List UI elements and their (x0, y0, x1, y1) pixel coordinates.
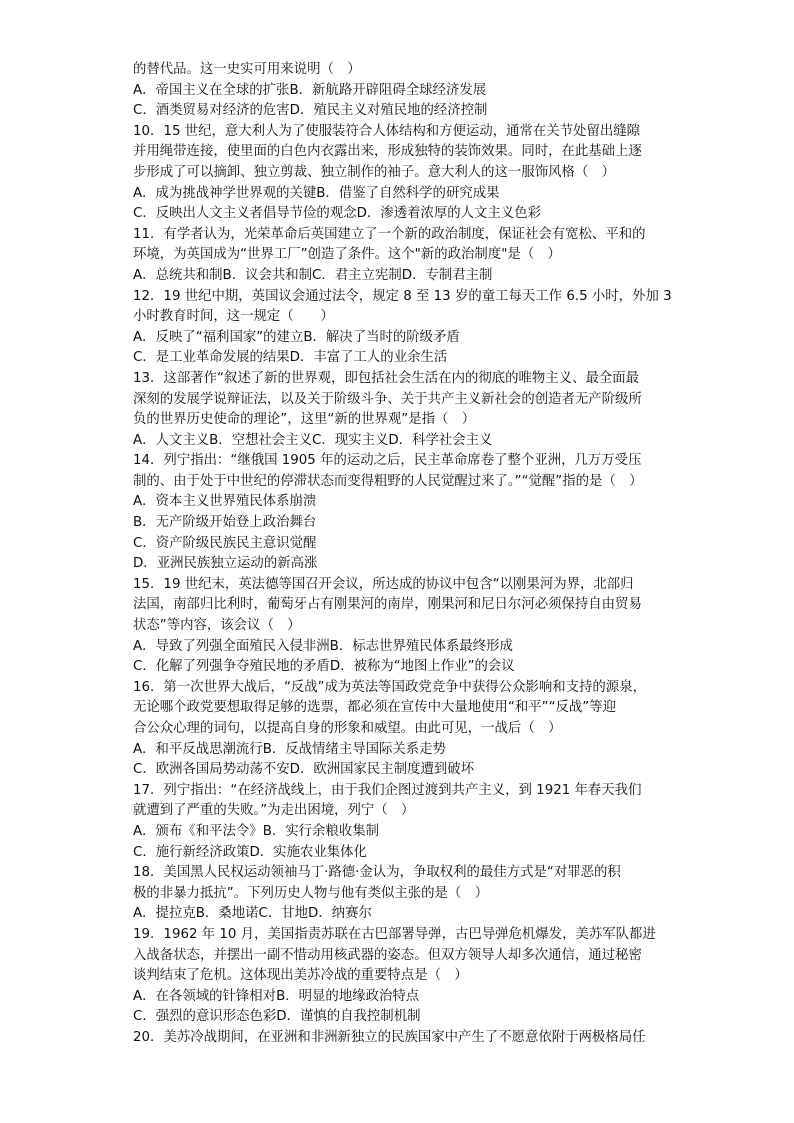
question-q12 (133, 287, 672, 369)
answer-option: B．借鉴了自然科学的研究成果 (316, 185, 500, 201)
option-row (133, 843, 663, 864)
option-row (133, 513, 663, 534)
question-stem-line: 负的世界历史使命的理论”，这里“新的世界观”是指（ ） (133, 412, 476, 428)
option-row (133, 760, 663, 781)
answer-option: B．空想社会主义 (209, 432, 313, 448)
answer-option: C．资产阶级民族民主意识觉醒 (133, 535, 317, 551)
question-stem-line: 合公众心理的词句，以提高自身的形象和威望。由此可见，一战后（ ） (133, 721, 562, 736)
answer-option: C．现实主义 (312, 432, 389, 448)
answer-option: A．导致了列强全面殖民入侵非洲 (133, 638, 330, 654)
question-q19 (133, 925, 663, 1028)
answer-option: C．是工业革命发展的结果 (133, 350, 290, 366)
answer-option: C．欧洲各国局势动荡不安 (133, 762, 290, 778)
answer-option: C．甘地 (258, 906, 309, 922)
question-stem-line: 环境，为英国成为“世界工厂”创造了条件。这个"新的政治制度"是（ ） (133, 247, 561, 263)
answer-option: C．反映出人文主义者倡导节俭的观念 (133, 206, 357, 222)
answer-option: D．欧洲国家民主制度遭到破坏 (289, 762, 475, 778)
question-q20-head (133, 1028, 663, 1049)
answer-option: D．谨慎的自我控制机制 (276, 1009, 421, 1025)
answer-option: B．新航路开辟阻碍全球经济发展 (289, 82, 487, 98)
question-q18 (133, 863, 663, 925)
question-stem-line: 11．有学者认为，光荣革命后英国建立了一个新的政治制度，保证社会有宽松、平和的 (133, 226, 646, 242)
question-stem-line: 入战备状态，并摆出一副不惜动用核武器的姿态。但双方领导人却多次通信，通过秘密 (133, 947, 642, 963)
question-stem-line: 深刻的发展学说辩证法，以及关于阶级斗争、关于共产主义新社会的创造者无产阶级所 (133, 391, 642, 407)
question-stem-line: 19．1962 年 10 月，美国指责苏联在古巴部署导弹，古巴导弹危机爆发，美苏军队都进 (133, 926, 656, 942)
answer-option: B．桑地诺 (195, 906, 259, 922)
question-q11 (133, 225, 663, 287)
answer-option: A．成为挑战神学世界观的关键 (133, 185, 317, 201)
answer-option: D．专制君主制 (401, 267, 493, 283)
answer-option: B．明显的地缘政治特点 (276, 988, 420, 1004)
question-q13 (133, 369, 663, 451)
question-stem-line: 14．列宁指出：“继俄国 1905 年的运动之后，民主革命席卷了整个亚洲，几万万受压 (133, 453, 642, 469)
option-row (133, 657, 663, 678)
answer-option: B．标志世界殖民体系最终形成 (329, 638, 513, 654)
question-stem-line: 极的非暴力抵抗”。下列历史人物与他有类似主张的是（ ） (133, 885, 489, 901)
question-stem-line: 20．美苏冷战期间，在亚洲和非洲新独立的民族国家中产生了不愿意依附于两极格局任 (133, 1029, 646, 1045)
question-stem-line: 法国，南部归比利时，葡萄牙占有刚果河的南岸，刚果河和尼日尔河必须保持自由贸易 (133, 597, 642, 613)
option-row (133, 266, 663, 287)
option-row (133, 431, 663, 452)
option-row (133, 987, 663, 1008)
answer-option: D．亚洲民族独立运动的新高涨 (133, 556, 318, 572)
answer-option: A．资本主义世界殖民体系崩溃 (133, 494, 317, 510)
question-stem-line: 17．列宁指出：“在经济战线上，由于我们企图过渡到共产主义，到 1921 年春天我们 (133, 782, 642, 798)
answer-option: D．科学社会主义 (388, 432, 493, 448)
option-row (133, 822, 663, 843)
answer-option: A．和平反战思潮流行 (133, 741, 263, 757)
answer-option: A．总统共和制 (133, 267, 223, 283)
question-q10 (133, 122, 663, 225)
question-stem-line: 制的、由于处于中世纪的停滞状态而变得粗野的人民觉醒过来了。”“觉醒”指的是（ ） (133, 473, 643, 489)
question-stem-line: 的替代品。这一史实可用来说明（ ） (133, 62, 361, 77)
question-stem-line: 就遭到了严重的失败。”为走出困境，列宁（ ） (133, 803, 415, 819)
option-row (133, 904, 663, 925)
option-row (133, 348, 663, 369)
question-stem-line: 谈判结束了危机。这体现出美苏冷战的重要特点是（ ） (133, 968, 468, 984)
answer-option: A．提拉克 (133, 906, 196, 922)
option-row (133, 554, 663, 575)
question-stem-line: 16．第一次世界大战后，“反战”成为英法等国政党竞争中获得公众影响和支持的源泉， (133, 679, 646, 695)
question-stem-line: 小时教育时间，这一规定（ ） (133, 309, 334, 325)
answer-option: A．在各领域的针锋相对 (133, 988, 277, 1004)
question-stem-line: 15．19 世纪末，英法德等国召开会议，所达成的协议中包含“以刚果河为界，北部归 (133, 576, 634, 592)
question-stem-line: 并用绳带连接，使里面的白色内衣露出来，形成独特的装饰效果。同时，在此基础上逐 (133, 144, 642, 160)
answer-option: C．酒类贸易对经济的危害 (133, 103, 290, 119)
answer-option: C．君主立宪制 (312, 267, 402, 283)
question-stem-line: 状态”等内容，该会议（ ） (133, 618, 301, 634)
question-q14 (133, 451, 663, 575)
option-row (133, 1007, 663, 1028)
option-row (133, 328, 663, 349)
answer-option: A．反映了“福利国家”的建立 (133, 329, 304, 345)
answer-option: B．无产阶级开始登上政治舞台 (133, 515, 317, 531)
option-row (133, 534, 663, 555)
question-stem-line: 18．美国黑人民权运动领袖马丁·路德·金认为，争取权利的最佳方式是“对罪恶的积 (133, 865, 621, 881)
question-q15 (133, 575, 663, 678)
option-row (133, 637, 663, 658)
answer-option: B．解决了当时的阶级矛盾 (303, 329, 460, 345)
question-q9-tail (133, 60, 663, 122)
answer-option: D．被称为“地图上作业”的会议 (329, 659, 515, 675)
question-stem-line: 12．19 世纪中期，英国议会通过法令，规定 8 至 13 岁的童工每天工作 6.5 小时，外加 3 (133, 288, 672, 304)
answer-option: C．化解了列强争夺殖民地的矛盾 (133, 659, 330, 675)
question-q17 (133, 781, 663, 863)
option-row (133, 740, 663, 761)
answer-option: D．丰富了工人的业余生活 (289, 350, 448, 366)
answer-option: A．人文主义 (133, 432, 210, 448)
question-stem-line: 步形成了可以摘卸、独立剪裁、独立制作的袖子。意大利人的这一服饰风格（ ） (133, 164, 616, 180)
answer-option: B．反战情绪主导国际关系走势 (262, 741, 446, 757)
option-row (133, 204, 663, 225)
answer-option: B．实行余粮收集制 (262, 823, 379, 839)
option-row (133, 81, 663, 102)
option-row (133, 101, 663, 122)
answer-option: C．施行新经济政策 (133, 844, 250, 860)
answer-option: C．强烈的意识形态色彩 (133, 1009, 277, 1025)
question-q16 (133, 678, 663, 781)
answer-option: D．殖民主义对殖民地的经济控制 (289, 103, 488, 119)
answer-option: D．渗透着浓厚的人文主义色彩 (356, 206, 541, 222)
question-list (133, 60, 672, 1049)
option-row (133, 492, 663, 513)
question-stem-line: 无论哪个政党要想取得足够的选票，都必须在宣传中大量地使用“和平”“反战”等迎 (133, 700, 617, 716)
answer-option: B．议会共和制 (222, 267, 313, 283)
answer-option: A．帝国主义在全球的扩张 (133, 82, 290, 98)
answer-option: D．纳赛尔 (308, 906, 372, 922)
question-stem-line: 10．15 世纪，意大利人为了使服装符合人体结构和方便运动，通常在关节处留出缝隙 (133, 123, 641, 139)
answer-option: A．颁布《和平法令》 (133, 823, 263, 839)
option-row (133, 184, 663, 205)
question-stem-line: 13．这部著作“叙述了新的世界观，即包括社会生活在内的彻底的唯物主义、最全面最 (133, 370, 640, 386)
answer-option: D．实施农业集体化 (249, 844, 367, 860)
